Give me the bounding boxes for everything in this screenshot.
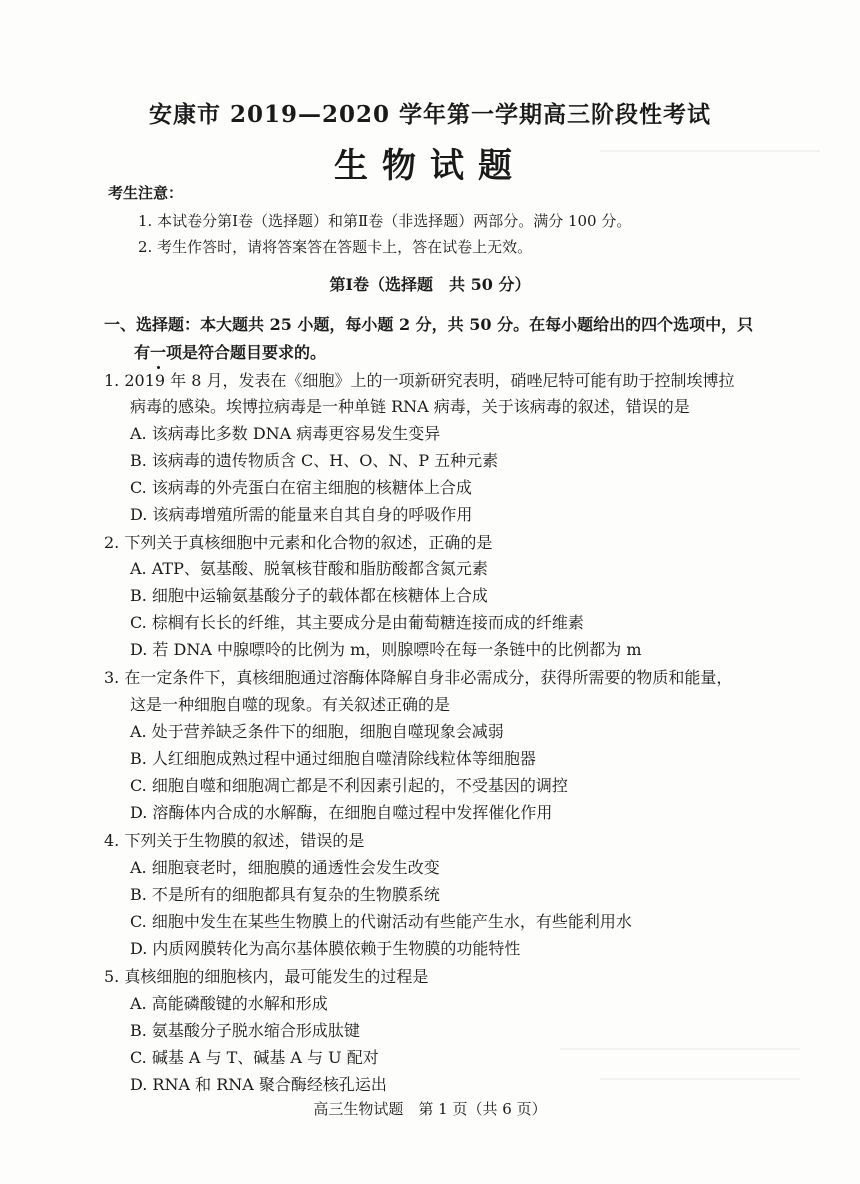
question-option: A. 高能磷酸键的水解和形成 bbox=[130, 994, 328, 1013]
question-option: D. 该病毒增殖所需的能量来自其自身的呼吸作用 bbox=[130, 505, 473, 524]
section-instruction: 一、选择题：本大题共 25 小题，每小题 2 分，共 50 分。在每小题给出的四个选项中，只 bbox=[104, 315, 754, 334]
question-option: C. 细胞中发生在某些生物膜上的代谢活动有些能产生水，有些能利用水 bbox=[130, 912, 632, 931]
question-option: A. 该病毒比多数 DNA 病毒更容易发生变异 bbox=[130, 424, 441, 443]
question-option: A. ATP、氨基酸、脱氧核苷酸和脂肪酸都含氮元素 bbox=[130, 559, 488, 578]
question-stem: 4. 下列关于生物膜的叙述，错误的是 bbox=[104, 831, 365, 850]
question-stem: 1. 2019 年 8 月，发表在《细胞》上的一项新研究表明，硝唑尼特可能有助于控制埃博拉 bbox=[104, 371, 735, 390]
question-option: A. 细胞衰老时，细胞膜的通透性会发生改变 bbox=[130, 858, 440, 877]
question-option: D. RNA 和 RNA 聚合酶经核孔运出 bbox=[130, 1075, 387, 1094]
section-instruction-cont bbox=[134, 340, 326, 363]
question-option: C. 细胞自噬和细胞凋亡都是不利因素引起的，不受基因的调控 bbox=[130, 776, 568, 795]
exam-title: 安康市 2019—2020 学年第一学期高三阶段性考试 bbox=[148, 101, 712, 128]
question-option: D. 内质网膜转化为高尔基体膜依赖于生物膜的功能特性 bbox=[130, 939, 521, 958]
notice-heading: 考生注意： bbox=[108, 184, 184, 202]
question-option: C. 棕榈有长长的纤维，其主要成分是由葡萄糖连接而成的纤维素 bbox=[130, 613, 584, 632]
notice-item: 2. 考生作答时，请将答案答在答题卡上，答在试卷上无效。 bbox=[138, 238, 533, 256]
question-option: B. 氨基酸分子脱水缩合形成肽键 bbox=[130, 1021, 360, 1040]
question-option: B. 不是所有的细胞都具有复杂的生物膜系统 bbox=[130, 885, 440, 904]
subject-title: 生物试题 bbox=[334, 146, 526, 186]
question-option: D. 若 DNA 中腺嘌呤的比例为 m，则腺嘌呤在每一条链中的比例都为 m bbox=[130, 640, 642, 659]
notice-item: 1. 本试卷分第Ⅰ卷（选择题）和第Ⅱ卷（非选择题）两部分。满分 100 分。 bbox=[138, 212, 632, 230]
section-title: 第Ⅰ卷（选择题 共 50 分） bbox=[329, 275, 531, 294]
question-option: B. 细胞中运输氨基酸分子的载体都在核糖体上合成 bbox=[130, 586, 488, 605]
question-stem: 3. 在一定条件下，真核细胞通过溶酶体降解自身非必需成分，获得所需要的物质和能量， bbox=[104, 668, 733, 687]
question-stem: 5. 真核细胞的细胞核内，最可能发生的过程是 bbox=[104, 967, 429, 986]
page-footer: 高三生物试题 第 1 页（共 6 页） bbox=[313, 1100, 547, 1118]
question-option: D. 溶酶体内合成的水解酶，在细胞自噬过程中发挥催化作用 bbox=[130, 803, 553, 822]
question-option: A. 处于营养缺乏条件下的细胞，细胞自噬现象会减弱 bbox=[130, 722, 504, 741]
instruction-text: 项是符合题目要求的。 bbox=[166, 343, 327, 362]
question-stem-cont: 这是一种细胞自噬的现象。有关叙述正确的是 bbox=[130, 695, 451, 714]
question-stem: 2. 下列关于真核细胞中元素和化合物的叙述，正确的是 bbox=[104, 533, 493, 552]
question-option: C. 该病毒的外壳蛋白在宿主细胞的核糖体上合成 bbox=[130, 478, 472, 497]
instruction-text: 有 bbox=[134, 343, 151, 362]
question-option: B. 人红细胞成熟过程中通过细胞自噬清除线粒体等细胞器 bbox=[130, 749, 536, 768]
question-option: C. 碱基 A 与 T、碱基 A 与 U 配对 bbox=[130, 1048, 379, 1067]
question-stem-cont: 病毒的感染。埃博拉病毒是一种单链 RNA 病毒，关于该病毒的叙述，错误的是 bbox=[130, 397, 690, 416]
emphasis-dotted-char: 一 bbox=[150, 340, 166, 363]
scan-bleed-mark bbox=[560, 1048, 800, 1050]
scan-bleed-mark bbox=[600, 1078, 800, 1080]
question-option: B. 该病毒的遗传物质含 C、H、O、N、P 五种元素 bbox=[130, 451, 499, 470]
